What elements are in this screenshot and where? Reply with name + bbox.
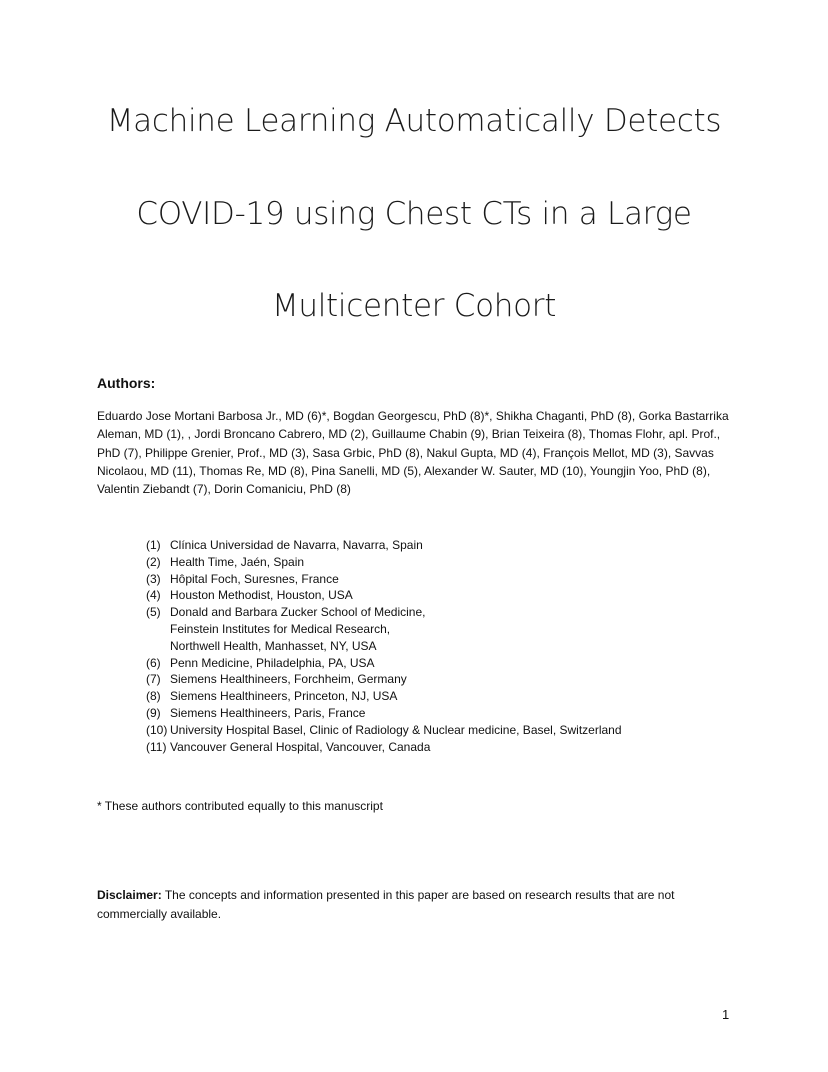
affiliation-number: (4) <box>146 588 161 603</box>
affiliation-item <box>146 571 706 588</box>
authors-heading: Authors: <box>97 375 156 391</box>
affiliation-text: Penn Medicine, Philadelphia, PA, USA <box>170 655 375 670</box>
affiliation-item <box>146 688 706 705</box>
authors-list: Eduardo Jose Mortani Barbosa Jr., MD (6)*, Bogdan Georgescu, PhD (8)*, Shikha Chaganti, PhD (8), Gorka Bastarrika Aleman, MD (1), , Jordi Broncano Cabrero, MD (2), Guillaume Chabin (9), Brian Teixeira (8), Thomas Flohr, apl. Prof., PhD (7), Philippe Grenier, Prof., MD (3), Sasa Grbic, PhD (8), Nakul Gupta, MD (4), François Mellot, MD (3), Savvas Nicolaou, MD (11), Thomas Re, MD (8), Pina Sanelli, MD (5), Alexander W. Sauter, MD (10), Youngjin Yoo, PhD (8), Valentin Ziebandt (7), Dorin Comaniciu, PhD (8) <box>97 409 729 497</box>
disclaimer-text: The concepts and information presented in this paper are based on research results that are not commercially available. <box>97 888 675 921</box>
affiliation-item <box>146 655 706 672</box>
affiliation-text: Health Time, Jaén, Spain <box>170 554 305 569</box>
affiliation-item <box>146 554 706 571</box>
affiliation-text: Siemens Healthineers, Princeton, NJ, USA <box>170 689 398 704</box>
affiliation-item <box>146 537 706 554</box>
title-line-1: Machine Learning Automatically Detects <box>106 103 722 139</box>
equal-contribution-note: * These authors contributed equally to this manuscript <box>97 799 383 813</box>
affiliation-number: (1) <box>146 538 161 552</box>
affiliation-number: (6) <box>146 655 161 670</box>
affiliation-item <box>146 587 706 604</box>
affiliation-item <box>146 722 706 739</box>
affiliation-item <box>146 671 706 688</box>
affiliation-number: (9) <box>146 705 161 720</box>
affiliation-text: Vancouver General Hospital, Vancouver, Canada <box>170 739 431 754</box>
affiliation-number: (2) <box>146 554 161 569</box>
affiliation-number: (5) <box>146 605 161 620</box>
affiliation-text: Hôpital Foch, Suresnes, France <box>170 571 339 586</box>
affiliation-number: (10) <box>146 722 168 737</box>
affiliation-item <box>146 604 706 654</box>
affiliation-number: (7) <box>146 672 161 687</box>
title-line-2: COVID-19 using Chest CTs in a Large <box>136 196 692 232</box>
title-line-3: Multicenter Cohort <box>271 288 557 324</box>
affiliation-item <box>146 739 706 756</box>
affiliation-text: Houston Methodist, Houston, USA <box>170 588 353 603</box>
affiliations-list <box>146 537 706 755</box>
affiliation-number: (3) <box>146 571 161 586</box>
affiliation-text: Clínica Universidad de Navarra, Navarra, Spain <box>170 538 423 552</box>
affiliation-number: (8) <box>146 689 161 704</box>
affiliation-item <box>146 705 706 722</box>
affiliation-text: Siemens Healthineers, Paris, France <box>170 705 366 720</box>
affiliation-text: University Hospital Basel, Clinic of Radiology & Nuclear medicine, Basel, Switzerland <box>170 722 622 737</box>
affiliation-number: (11) <box>146 739 167 754</box>
disclaimer-label: Disclaimer: <box>97 888 162 902</box>
affiliation-text: Donald and Barbara Zucker School of Medicine, Feinstein Institutes for Medical Research, Northwell Health, Manhasset, NY, USA <box>170 605 426 653</box>
page-number: 1 <box>722 1007 730 1022</box>
affiliation-text: Siemens Healthineers, Forchheim, Germany <box>170 672 407 687</box>
disclaimer <box>97 886 737 923</box>
